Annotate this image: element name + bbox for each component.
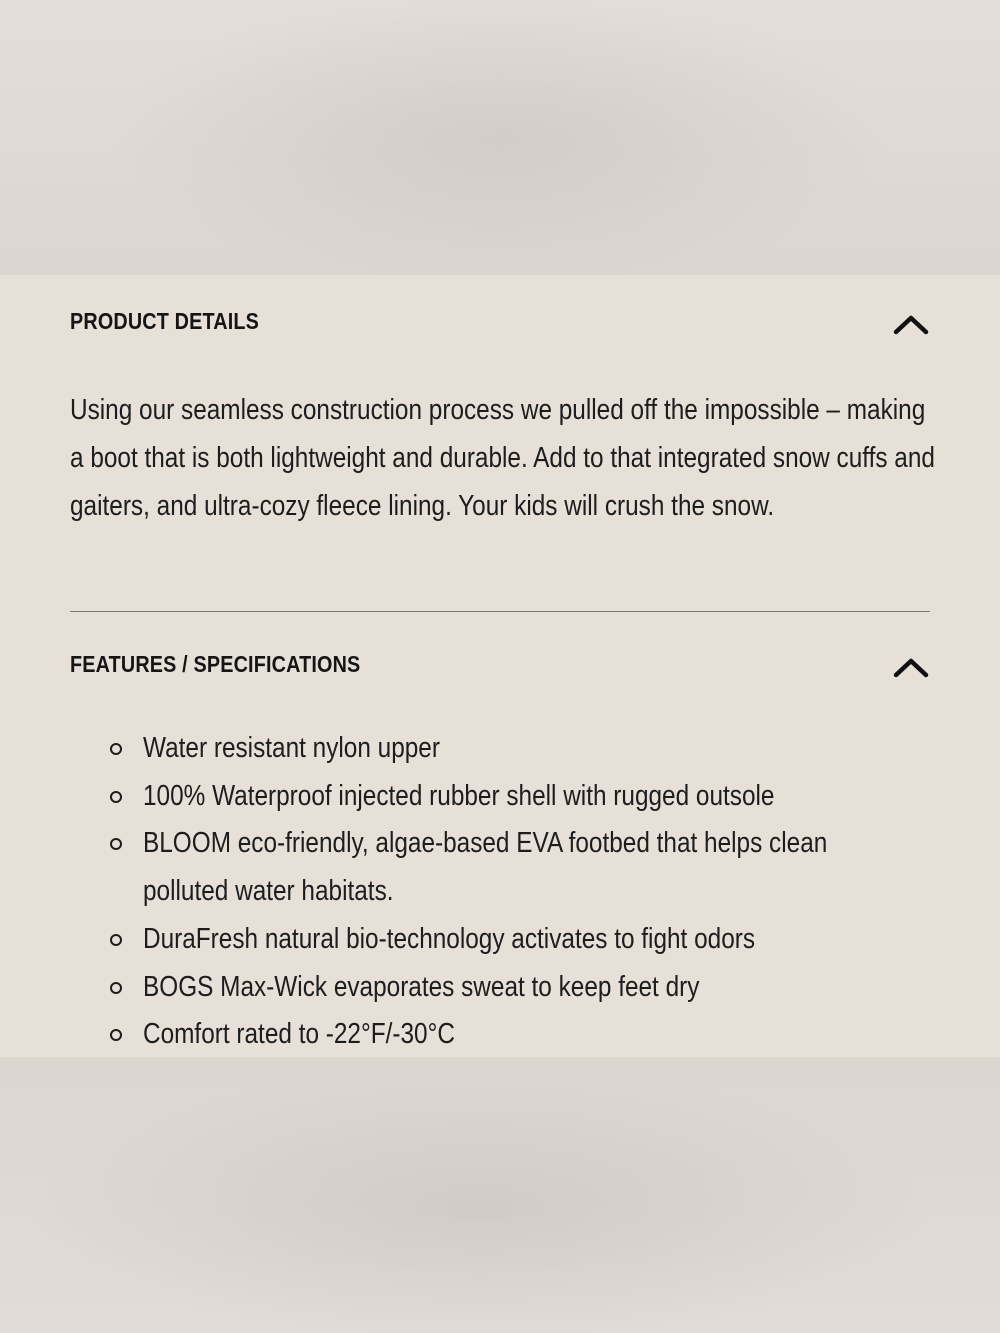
product-description: Using our seamless construction process we pulled off the impossible – making a boot that is both lightweight and durable. Add to that integrated snow cuffs and gaiters, and ultra-cozy fleece lining. Your kids will crush the snow. — [70, 394, 935, 522]
list-item — [70, 916, 1000, 964]
section-divider — [70, 611, 930, 612]
list-item — [70, 964, 1000, 1012]
product-details-section — [70, 308, 935, 522]
features-list — [70, 725, 1000, 1059]
chevron-up-icon[interactable] — [892, 655, 930, 679]
list-item-text: DuraFresh natural bio-technology activates to fight odors — [143, 922, 756, 955]
bullet-icon — [110, 791, 122, 803]
features-header[interactable] — [70, 651, 930, 691]
bullet-icon — [110, 838, 122, 850]
list-item — [70, 773, 1000, 821]
product-details-header[interactable] — [70, 308, 930, 348]
list-item — [70, 1011, 1000, 1059]
list-item-text: BLOOM eco-friendly, algae-based EVA footbed that helps clean polluted water habitats. — [143, 827, 828, 908]
product-info-panel — [0, 275, 1000, 1057]
chevron-up-icon[interactable] — [892, 312, 930, 336]
list-item-text: Water resistant nylon upper — [143, 732, 440, 764]
list-item — [70, 820, 1000, 915]
list-item-text: Comfort rated to -22°F/-30°C — [143, 1018, 455, 1051]
list-item-text: 100% Waterproof injected rubber shell with rugged outsole — [143, 779, 775, 812]
list-item — [70, 725, 1000, 773]
features-section — [70, 651, 930, 1051]
blurred-background-bottom — [0, 1057, 1000, 1333]
bullet-icon — [110, 743, 122, 755]
bullet-icon — [110, 934, 122, 946]
bullet-icon — [110, 1029, 122, 1041]
bullet-icon — [110, 982, 122, 994]
features-title: FEATURES / SPECIFICATIONS — [70, 651, 361, 677]
product-details-title: PRODUCT DETAILS — [70, 308, 260, 334]
list-item-text: BOGS Max-Wick evaporates sweat to keep feet dry — [143, 970, 700, 1003]
blurred-background-top — [0, 0, 1000, 275]
